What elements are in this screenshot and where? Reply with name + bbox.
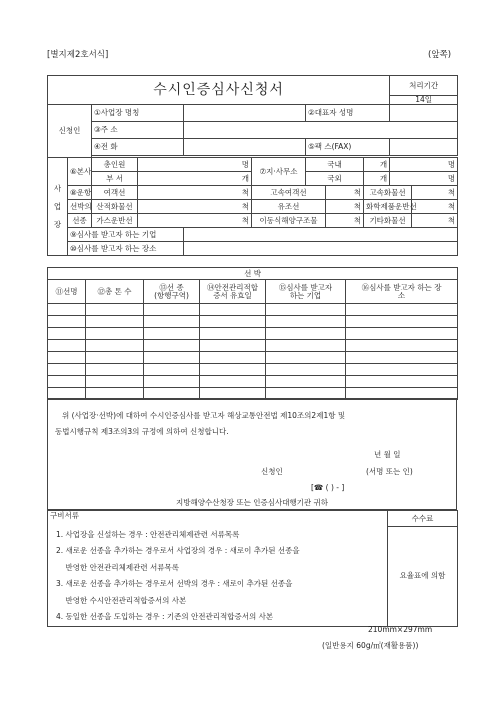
workplace-side-label: 사 업 장 bbox=[48, 158, 68, 256]
declaration-text-1: 위 (사업장·선박)에 대하여 수시인증심사를 받고자 해상교통안전법 제10조의2제1항 및 bbox=[62, 411, 346, 420]
phone-field[interactable] bbox=[184, 139, 306, 156]
col-ship-type: ⑬선 종 (항행구역) bbox=[144, 280, 200, 304]
business-name-label: ①사업장 명칭 bbox=[92, 105, 184, 122]
ship-type-gas: 가스운반선 bbox=[92, 214, 138, 228]
col-audit-company: ⑮심사를 받고자 하는 기업 bbox=[266, 280, 346, 304]
list-item: 1. 사업장을 신설하는 경우 : 안전관리체제관련 서류목록 bbox=[56, 529, 240, 539]
processing-label: 처리기간 bbox=[390, 76, 458, 96]
vessel-section-title: 선 박 bbox=[48, 268, 458, 280]
ship-count-bulk[interactable]: 척 bbox=[138, 200, 252, 214]
ship-count-chemical[interactable]: 척 bbox=[412, 200, 458, 214]
representative-label: ②대표자 성명 bbox=[306, 105, 390, 122]
addressee: 지방해양수산청장 또는 인증심사대행기관 귀하 bbox=[176, 498, 329, 507]
ship-type-other-cargo: 기타화물선 bbox=[364, 214, 412, 228]
audit-place-field[interactable] bbox=[184, 242, 458, 256]
ship-type-chemical: 화학제품운반선 bbox=[364, 200, 412, 214]
table-row bbox=[48, 304, 458, 316]
col-gross-tonnage: ⑫총 톤 수 bbox=[86, 280, 144, 304]
form-number: [별지제2호서식] bbox=[47, 50, 109, 60]
col-audit-place: ⑯심사를 받고자 하는 장 소 bbox=[346, 280, 458, 304]
fax-field[interactable] bbox=[390, 139, 458, 156]
table-row bbox=[48, 352, 458, 364]
domestic-staff-field[interactable]: 명 bbox=[390, 158, 458, 172]
ship-type-mobile-offshore: 이동식해양구조물 bbox=[252, 214, 326, 228]
audit-company-label: ⑨심사를 받고자 하는 기업 bbox=[68, 228, 184, 242]
table-row bbox=[48, 328, 458, 340]
phone-label: ④전 화 bbox=[92, 139, 184, 156]
phone-line[interactable]: [☎ ( ) - ] bbox=[311, 483, 345, 492]
documents-table bbox=[47, 510, 458, 627]
ship-count-mobile-offshore[interactable]: 척 bbox=[326, 214, 364, 228]
col-vessel-name: ⑪선명 bbox=[48, 280, 86, 304]
ship-type-fast-cargo: 고속화물선 bbox=[364, 186, 412, 200]
date-line[interactable]: 년 월 일 bbox=[374, 450, 401, 459]
declaration-text-2: 동법시행규칙 제3조의3의 규정에 의하여 신청합니다. bbox=[55, 427, 229, 436]
ship-type-tanker: 유조선 bbox=[252, 200, 326, 214]
processing-value: 14일 bbox=[390, 96, 458, 105]
departments-label: 부 서 bbox=[92, 172, 138, 186]
ship-count-fast-passenger[interactable]: 척 bbox=[326, 186, 364, 200]
ship-count-other-cargo[interactable]: 척 bbox=[412, 214, 458, 228]
list-item: 3. 새로운 선종을 추가하는 경우로서 선박의 경우 : 새로이 추가된 선종을 bbox=[56, 579, 293, 588]
signature-field[interactable]: (서명 또는 인) bbox=[366, 467, 413, 476]
form-title: 수시인증심사신청서 bbox=[48, 76, 390, 105]
ships-label-3: 선종 bbox=[68, 214, 92, 228]
fee-label: 수수료 bbox=[388, 511, 458, 527]
domestic-dept-field[interactable]: 개 bbox=[364, 158, 390, 172]
documents-header: 구비서류 bbox=[48, 511, 388, 521]
business-name-field[interactable] bbox=[184, 105, 306, 122]
applicant-signature-label: 신청인 bbox=[261, 467, 283, 476]
table-row bbox=[48, 364, 458, 376]
ship-type-fast-passenger: 고속여객선 bbox=[252, 186, 326, 200]
col-cert-validity: ⑭안전관리적합 증서 유효일 bbox=[200, 280, 266, 304]
vessel-table bbox=[47, 267, 458, 400]
list-item: 반영한 수시안전관리적합증서의 사본 bbox=[56, 595, 187, 605]
total-staff-field[interactable]: 명 bbox=[138, 158, 252, 172]
page-side: (앞쪽) bbox=[428, 50, 452, 60]
list-item: 4. 동일한 선종을 도입하는 경우 : 기존의 안전관리적합증서의 사본 bbox=[56, 612, 274, 621]
table-row bbox=[48, 316, 458, 328]
table-row bbox=[48, 340, 458, 352]
paper-size: 210mm×297mm bbox=[368, 625, 433, 634]
ship-type-passenger: 여객선 bbox=[92, 186, 138, 200]
audit-company-field[interactable] bbox=[184, 228, 458, 242]
list-item: 2. 새로운 선종을 추가하는 경우로서 사업장의 경우 : 새로이 추가된 선종을 bbox=[56, 546, 300, 555]
table-row bbox=[48, 376, 458, 388]
address-label: ③주 소 bbox=[92, 122, 184, 139]
declaration-box bbox=[47, 398, 457, 510]
departments-field[interactable]: 개 bbox=[138, 172, 252, 186]
application-form-table bbox=[47, 75, 458, 256]
branch-label: ⑦지·사무소 bbox=[252, 158, 306, 186]
ship-count-passenger[interactable]: 척 bbox=[138, 186, 252, 200]
representative-field[interactable] bbox=[390, 105, 458, 122]
total-staff-label: 총인원 bbox=[92, 158, 138, 172]
ship-count-fast-cargo[interactable]: 척 bbox=[412, 186, 458, 200]
paper-spec: (일반용지 60g/㎡(재활용품)) bbox=[322, 641, 419, 650]
overseas-dept-field[interactable]: 개 bbox=[364, 172, 390, 186]
ship-count-gas[interactable]: 척 bbox=[138, 214, 252, 228]
ship-type-bulk: 산적화물선 bbox=[92, 200, 138, 214]
list-item: 반영한 안전관리체제관련 서류목록 bbox=[56, 562, 179, 572]
overseas-label: 국외 bbox=[306, 172, 364, 186]
domestic-label: 국내 bbox=[306, 158, 364, 172]
applicant-label: 신청인 bbox=[48, 105, 92, 158]
overseas-staff-field[interactable]: 명 bbox=[390, 172, 458, 186]
ships-label-1: ⑧운항 bbox=[68, 186, 92, 200]
address-field[interactable] bbox=[184, 122, 458, 139]
head-office-label: ⑥본사 bbox=[68, 158, 92, 186]
documents-list bbox=[48, 527, 388, 627]
ships-label-2: 선박의 bbox=[68, 200, 92, 214]
fee-value: 요율표에 의함 bbox=[388, 527, 458, 627]
audit-place-label: ⑩심사를 받고자 하는 장소 bbox=[68, 242, 184, 256]
ship-count-tanker[interactable]: 척 bbox=[326, 200, 364, 214]
fax-label: ⑤팩 스(FAX) bbox=[306, 139, 390, 156]
